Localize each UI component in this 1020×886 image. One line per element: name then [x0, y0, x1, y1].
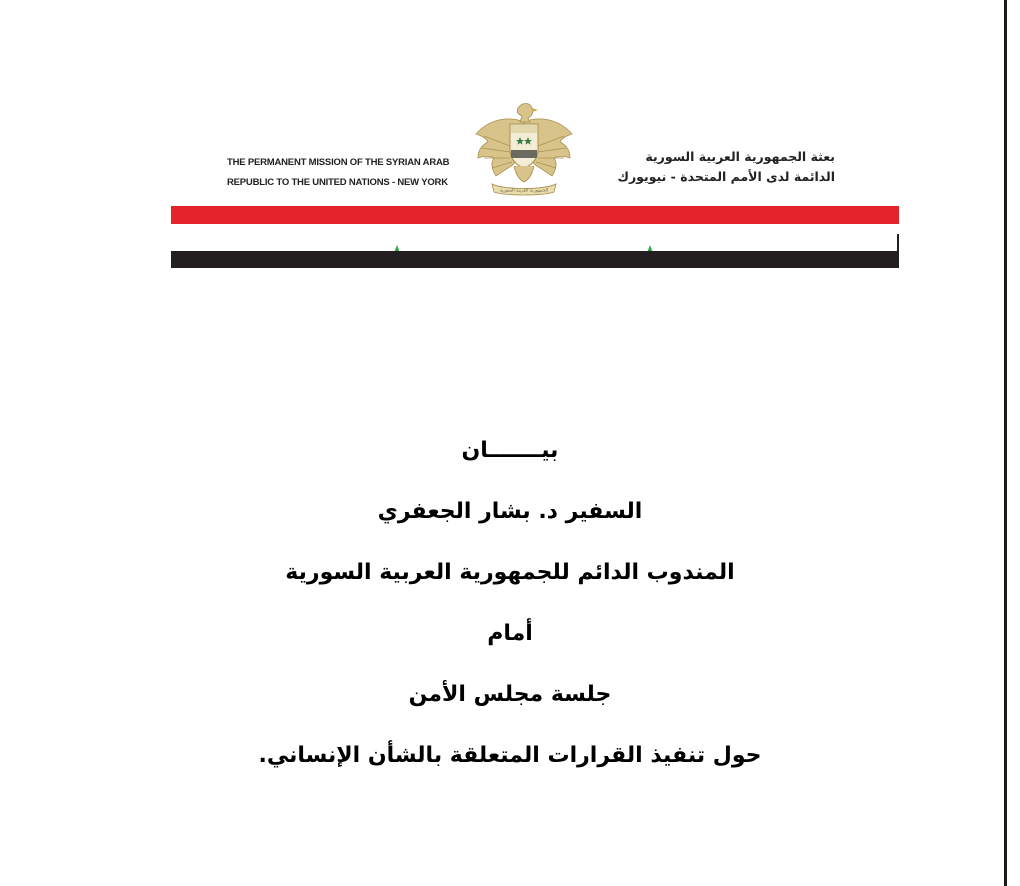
statement-title-block: [0, 420, 1020, 786]
syrian-eagle-emblem-icon: [470, 100, 578, 198]
mission-name-arabic-line1: بعثة الجمهورية العربية السورية: [645, 149, 835, 164]
flag-white-stripe: [171, 224, 899, 251]
statement-heading: بيـــــــان: [461, 438, 559, 463]
statement-role: المندوب الدائم للجمهورية العربية السورية: [285, 560, 735, 585]
statement-topic: حول تنفيذ القرارات المتعلقة بالشأن الإنساني.: [258, 743, 762, 768]
flag-red-stripe: [171, 206, 899, 224]
statement-meeting: جلسة مجلس الأمن: [408, 682, 612, 707]
emblem-caption: الجمهورية العربية السورية: [499, 188, 549, 194]
mission-name-english: [227, 153, 467, 193]
statement-speaker: السفير د. بشار الجعفري: [377, 499, 643, 524]
statement-before: أمام: [487, 621, 533, 646]
flag-black-stripe: [171, 251, 899, 268]
mission-name-arabic-line2: الدائمة لدى الأمم المتحدة - نيويورك: [617, 169, 835, 184]
mission-name-english-line2: REPUBLIC TO THE UNITED NATIONS - NEW YORK: [227, 177, 448, 188]
syrian-flag-banner: [171, 206, 899, 268]
mission-name-arabic: [580, 147, 835, 187]
mission-name-english-line1: THE PERMANENT MISSION OF THE SYRIAN ARAB: [227, 157, 450, 168]
flag-edge-mark: [897, 234, 899, 268]
